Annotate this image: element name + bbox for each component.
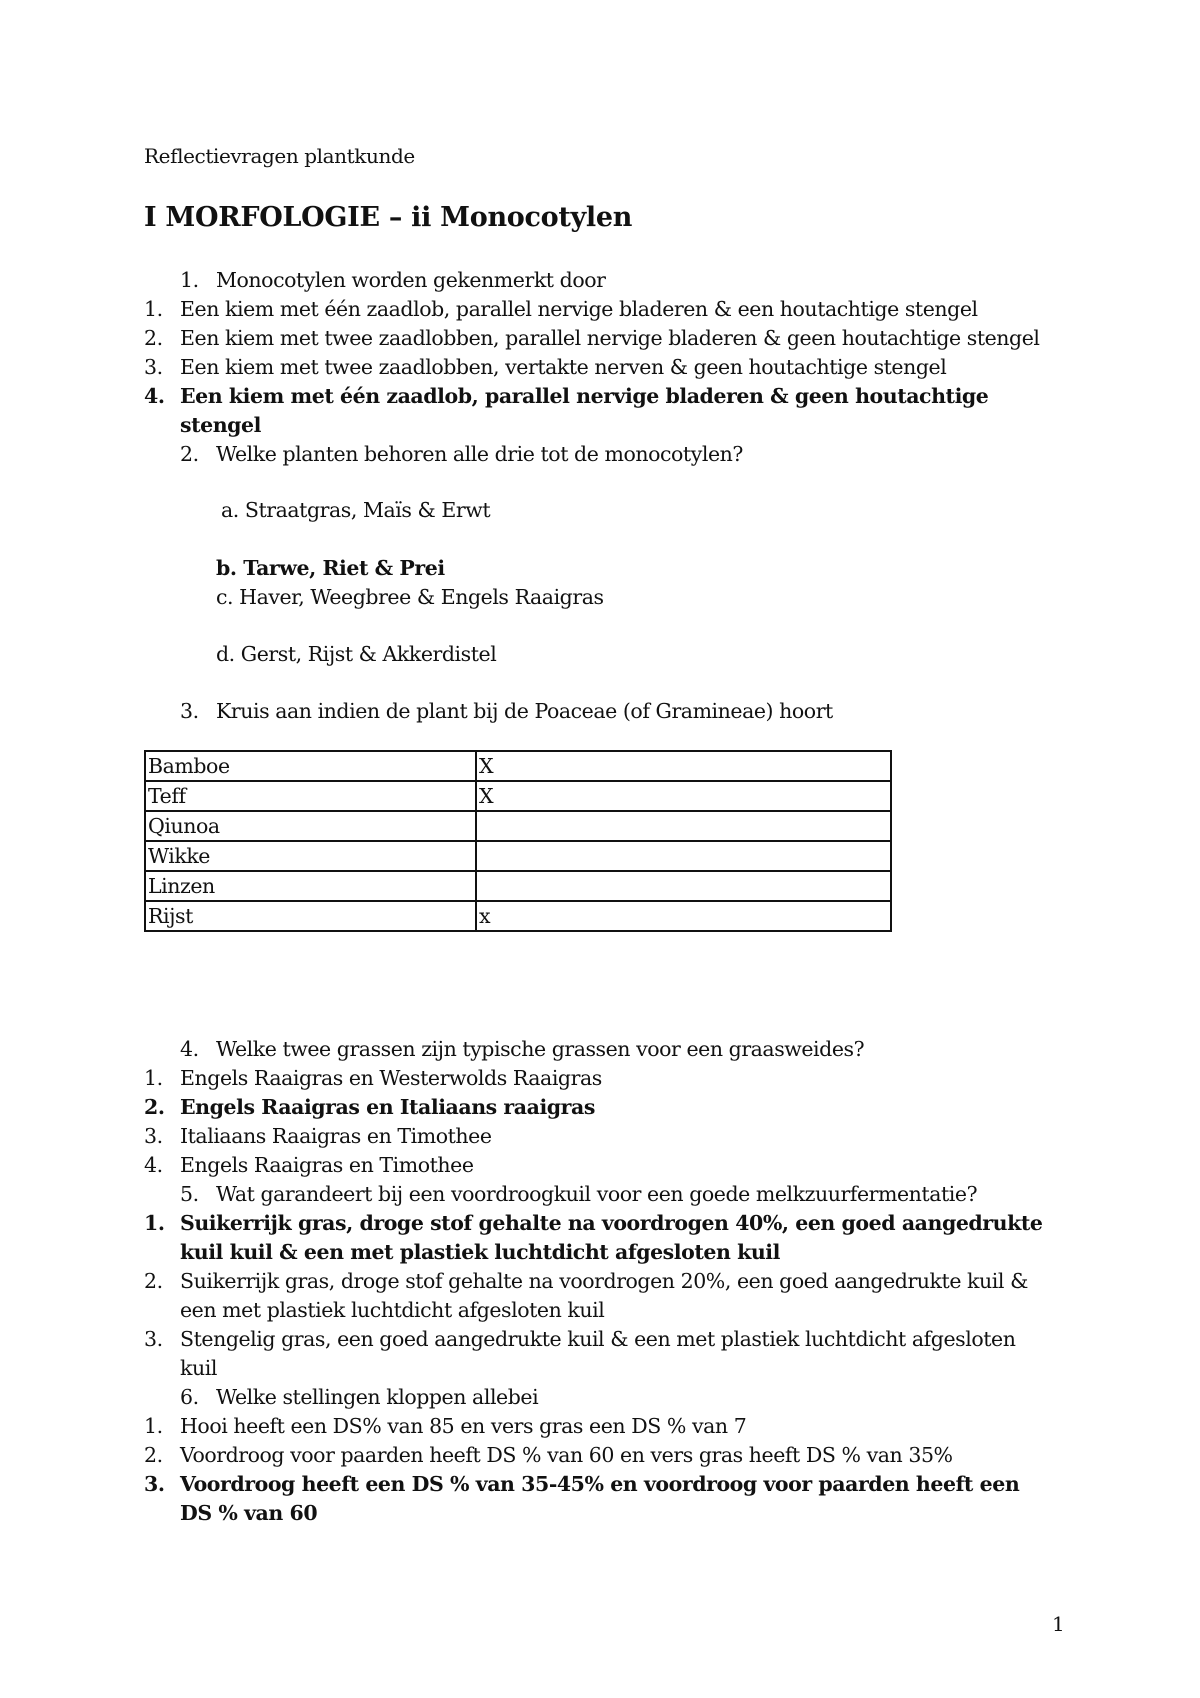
mark-cell: x — [476, 901, 891, 931]
option-number: 2. — [144, 1443, 163, 1467]
table-row — [145, 871, 891, 901]
plant-cell: Qiunoa — [145, 811, 476, 841]
mark-cell — [476, 841, 891, 871]
mark-cell: X — [476, 781, 891, 811]
question-text: Welke twee grassen zijn typische grassen voor een graasweides? — [216, 1037, 865, 1061]
plant-cell: Linzen — [145, 871, 476, 901]
mark-cell: X — [476, 751, 891, 781]
option-number: 1. — [144, 1211, 165, 1235]
plant-cell: Wikke — [145, 841, 476, 871]
section-heading: I MORFOLOGIE – ii Monocotylen — [144, 202, 633, 233]
option-text: Voordroog heeft een DS % van 35-45% en voordroog voor paarden heeft een — [180, 1472, 1020, 1496]
option-number: 3. — [144, 1327, 163, 1351]
option-text-continued: DS % van 60 — [180, 1501, 318, 1525]
plant-cell: Bamboe — [145, 751, 476, 781]
option-text: Voordroog voor paarden heeft DS % van 60 en vers gras heeft DS % van 35% — [180, 1443, 953, 1467]
correct-answer-option-b: b. Tarwe, Riet & Prei — [216, 556, 445, 580]
option-number: 2. — [144, 1095, 165, 1119]
question-text: Welke planten behoren alle drie tot de monocotylen? — [216, 442, 743, 466]
option-text-continued: een met plastiek luchtdicht afgesloten kuil — [180, 1298, 605, 1322]
question-number: 6. — [180, 1385, 199, 1409]
table-row — [145, 781, 891, 811]
poaceae-table — [144, 750, 892, 932]
option-number: 2. — [144, 1269, 163, 1293]
option-text-continued: kuil — [180, 1356, 217, 1380]
plant-cell: Teff — [145, 781, 476, 811]
option-text: Engels Raaigras en Timothee — [180, 1153, 474, 1177]
question-number: 2. — [180, 442, 199, 466]
option-text: Suikerrijk gras, droge stof gehalte na voordrogen 20%, een goed aangedrukte kuil & — [180, 1269, 1028, 1293]
option-text-continued: kuil kuil & een met plastiek luchtdicht afgesloten kuil — [180, 1240, 780, 1264]
table-row — [145, 751, 891, 781]
mark-cell — [476, 811, 891, 841]
question-text: Monocotylen worden gekenmerkt door — [216, 268, 606, 292]
question-text: Welke stellingen kloppen allebei — [216, 1385, 539, 1409]
table-row — [145, 841, 891, 871]
option-number: 3. — [144, 1124, 163, 1148]
option-text: Hooi heeft een DS% van 85 en vers gras een DS % van 7 — [180, 1414, 747, 1438]
question-text: Kruis aan indien de plant bij de Poaceae (of Gramineae) hoort — [216, 699, 833, 723]
option-number: 2. — [144, 326, 163, 350]
option-number: 4. — [144, 384, 165, 408]
option-number: 1. — [144, 1414, 163, 1438]
question-number: 1. — [180, 268, 199, 292]
table-row — [145, 901, 891, 931]
option-text-continued: stengel — [180, 413, 261, 437]
option-text: Engels Raaigras en Westerwolds Raaigras — [180, 1066, 602, 1090]
option-text: Suikerrijk gras, droge stof gehalte na voordrogen 40%, een goed aangedrukte — [180, 1211, 1043, 1235]
option-text: Een kiem met één zaadlob, parallel nervige bladeren & een houtachtige stengel — [180, 297, 978, 321]
option-number: 3. — [144, 355, 163, 379]
option-text: Stengelig gras, een goed aangedrukte kuil & een met plastiek luchtdicht afgesloten — [180, 1327, 1016, 1351]
answer-option-c: c. Haver, Weegbree & Engels Raaigras — [216, 585, 604, 609]
question-number: 4. — [180, 1037, 199, 1061]
question-text: Wat garandeert bij een voordroogkuil voor een goede melkzuurfermentatie? — [216, 1182, 978, 1206]
option-text: Een kiem met één zaadlob, parallel nervige bladeren & geen houtachtige — [180, 384, 989, 408]
option-number: 4. — [144, 1153, 163, 1177]
page-number: 1 — [1052, 1612, 1065, 1636]
option-number: 1. — [144, 297, 163, 321]
document-title: Reflectievragen plantkunde — [144, 144, 415, 168]
question-number: 5. — [180, 1182, 199, 1206]
plant-cell: Rijst — [145, 901, 476, 931]
table-row — [145, 811, 891, 841]
option-number: 3. — [144, 1472, 165, 1496]
question-number: 3. — [180, 699, 199, 723]
option-number: 1. — [144, 1066, 163, 1090]
answer-option-a: a. Straatgras, Maïs & Erwt — [221, 498, 491, 522]
option-text: Italiaans Raaigras en Timothee — [180, 1124, 492, 1148]
option-text: Een kiem met twee zaadlobben, parallel nervige bladeren & geen houtachtige stengel — [180, 326, 1040, 350]
mark-cell — [476, 871, 891, 901]
option-text: Een kiem met twee zaadlobben, vertakte nerven & geen houtachtige stengel — [180, 355, 947, 379]
answer-option-d: d. Gerst, Rijst & Akkerdistel — [216, 642, 497, 666]
option-text: Engels Raaigras en Italiaans raaigras — [180, 1095, 595, 1119]
